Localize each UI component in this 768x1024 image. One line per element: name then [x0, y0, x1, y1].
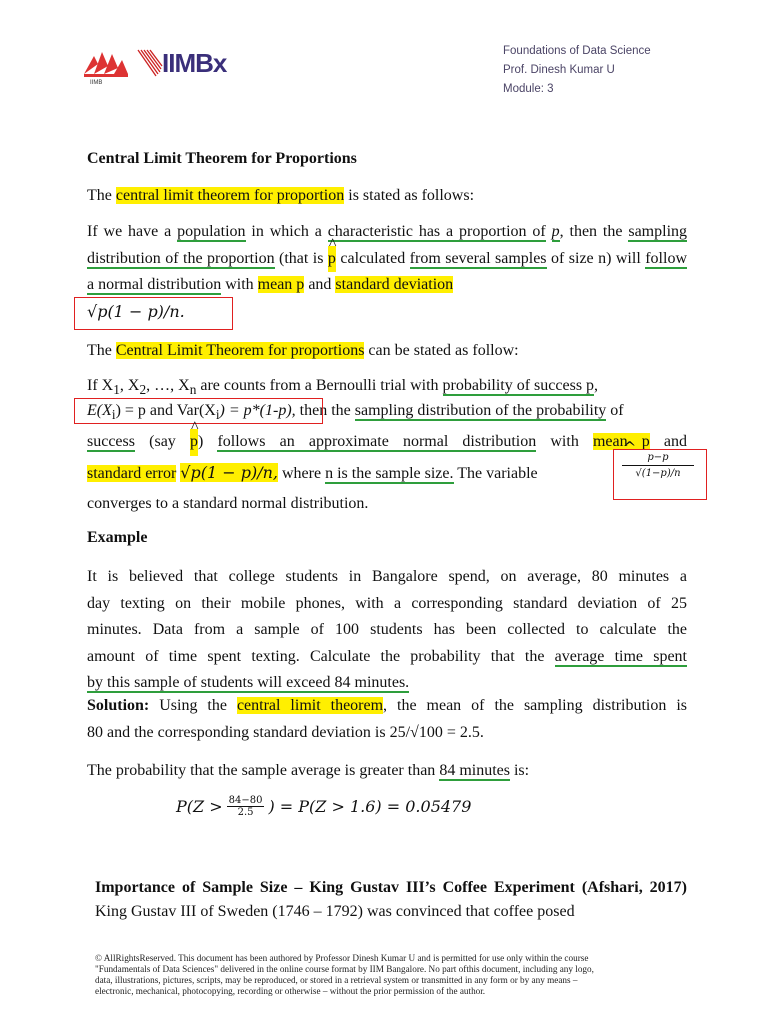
solution-line3: The probability that the sample average is greater than 84 minutes is:	[87, 762, 530, 779]
iimb-logo-caption: IIMB	[90, 80, 103, 86]
variable-fraction: ^ p−p √(1−p)/n	[616, 452, 700, 479]
solution-line1: Solution: Using the central limit theorem, the mean of the sampling distribution is	[87, 697, 688, 714]
course-name: Foundations of Data Science	[503, 45, 651, 57]
line-expectation: $E(X_i) = p$ and $Var(X_i) = p*(1-p)$, then the sampling distribution of the probability of	[87, 402, 624, 423]
importance-paragraph: Importance of Sample Size – King Gustav III’s Coffee Experiment (Afshari, 2017) King Gustav III of Sweden (1746 – 1792) was convinced that coffee posed	[95, 879, 687, 920]
probability-equation: P(Z > 84−80 2.5 ) = P(Z > 1.6) = 0.05479	[176, 795, 472, 818]
formula-highlight-box	[74, 297, 233, 330]
line-converges: converges to a standard normal distribution.	[87, 495, 369, 512]
iimbx-stripes-icon	[134, 46, 164, 80]
paragraph-definition: If we have a population in which a characteristic has a proportion of p, then the sampling distribution of the proportion (that is ^ p calculated from several samples of size n) will follow a normal distribution with mean p and standard deviation	[87, 219, 687, 299]
example-text: It is believed that college students in Bangalore spend, on average, 80 minutes a day texting on their mobile phones, with a corresponding standard deviation of 25 minutes. Data from a sample of 100 students has been collected to calculate the amount of time spent texting. Calculate the probability that the average time spent by this sample of students will exceed 84 minutes.	[87, 568, 687, 691]
line-standard-error: standard error √p(1 − p)/n, where n is the sample size. The variable	[87, 463, 538, 482]
iimbx-logo-text: IIMBx	[162, 48, 227, 78]
iimbx-logo	[134, 46, 244, 82]
module-label: Module: 3	[503, 83, 554, 95]
paragraph-bernoulli: If $X_1$, $X_2$, …, $X_n$ are counts from a Bernoulli trial with probability of success p,	[87, 377, 599, 398]
solution-line2: 80 and the corresponding standard deviation is 25/√100 = 2.5.	[87, 724, 484, 741]
iimb-logo	[80, 44, 132, 92]
copyright-footer: © AllRightsReserved. This document has been authored by Professor Dinesh Kumar U and is permitted for use only within the course "Fundamentals of Data Sciences" delivered in the online course format by IIM Bangalore. No part ofthis document, including any logo, data, illustrations, pictures, scripts, may be reproduced, or stored in a retrieval system or transmitted in any form or by any means – electronic, mechanical, photocopying, recording or otherwise – without the prior permission of the author.	[95, 953, 594, 996]
fraction-highlight-box	[613, 449, 707, 500]
iimb-emblem-icon	[80, 44, 132, 92]
sd-formula: √p(1 − p)/n.	[87, 302, 185, 321]
section-title: Central Limit Theorem for Proportions	[87, 150, 357, 167]
paragraph-intro: The central limit theorem for proportion is stated as follows:	[87, 187, 475, 204]
line-success: success (say ^ p) follows an approximate normal distribution with mean p and	[87, 429, 687, 456]
expectation-highlight-box	[74, 398, 323, 424]
professor-name: Prof. Dinesh Kumar U	[503, 64, 615, 76]
paragraph-clt-statement: The Central Limit Theorem for proportions can be stated as follow:	[87, 342, 519, 359]
example-title: Example	[87, 529, 148, 546]
